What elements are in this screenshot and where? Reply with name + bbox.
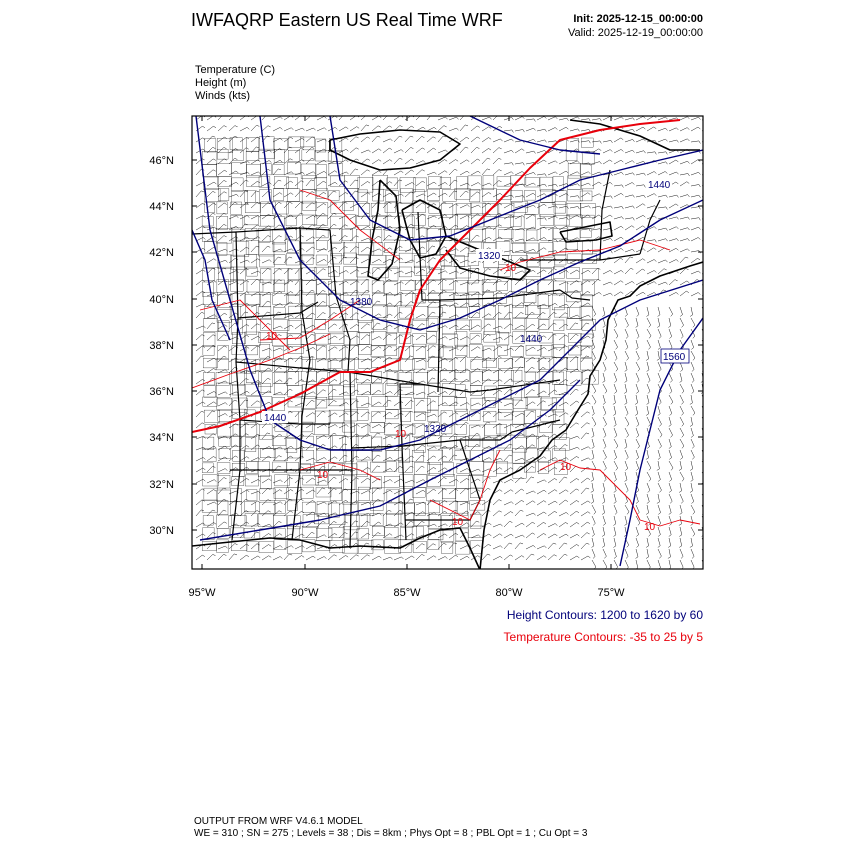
height-contour-legend: Height Contours: 1200 to 1620 by 60: [506, 608, 703, 622]
lon-label: 75°W: [597, 587, 625, 599]
lon-label: 95°W: [188, 587, 216, 599]
init-time: Init: 2025-12-15_00:00:00: [573, 13, 703, 25]
temperature-contour-label: 10: [644, 522, 656, 533]
model-info-line1: OUTPUT FROM WRF V4.6.1 MODEL: [194, 816, 363, 827]
lat-label: 32°N: [149, 479, 174, 491]
lat-label: 34°N: [149, 432, 174, 444]
height-contour-label: 1320: [478, 251, 501, 262]
field-winds-label: Winds (kts): [195, 90, 250, 102]
height-contour-label: 1440: [520, 334, 543, 345]
temperature-contour-legend: Temperature Contours: -35 to 25 by 5: [503, 630, 703, 644]
field-temperature-label: Temperature (C): [195, 64, 276, 76]
lat-axis-labels: [149, 155, 174, 537]
map-title: IWFAQRP Eastern US Real Time WRF: [191, 10, 503, 30]
temperature-contour-label: 10: [560, 462, 572, 473]
lat-label: 44°N: [149, 201, 174, 213]
lon-axis-labels: [188, 587, 625, 599]
lon-label: 80°W: [495, 587, 523, 599]
temperature-contour-label: 10: [505, 263, 517, 274]
valid-time: Valid: 2025-12-19_00:00:00: [568, 27, 703, 39]
lat-label: 42°N: [149, 247, 174, 259]
temperature-contour-label: 10: [452, 517, 464, 528]
height-contour-label: 1440: [264, 413, 287, 424]
field-height-label: Height (m): [195, 77, 247, 89]
lat-label: 46°N: [149, 155, 174, 167]
lat-label: 40°N: [149, 294, 174, 306]
height-contour-label: 1380: [350, 297, 373, 308]
height-contour-label: 1560: [663, 352, 686, 363]
height-contour-label: 1440: [648, 180, 671, 191]
lon-label: 90°W: [291, 587, 319, 599]
lon-label: 85°W: [393, 587, 421, 599]
height-contour-label: 1320: [424, 424, 447, 435]
temperature-contour-label: 10: [317, 470, 329, 481]
lat-label: 38°N: [149, 340, 174, 352]
model-info-line2: WE = 310 ; SN = 275 ; Levels = 38 ; Dis = 8km ; Phys Opt = 8 ; PBL Opt = 1 ; Cu Opt = 3: [194, 828, 588, 839]
temperature-contour-label: 10: [395, 429, 407, 440]
temperature-contour-label: 10: [266, 331, 278, 342]
lat-label: 36°N: [149, 386, 174, 398]
lat-label: 30°N: [149, 525, 174, 537]
